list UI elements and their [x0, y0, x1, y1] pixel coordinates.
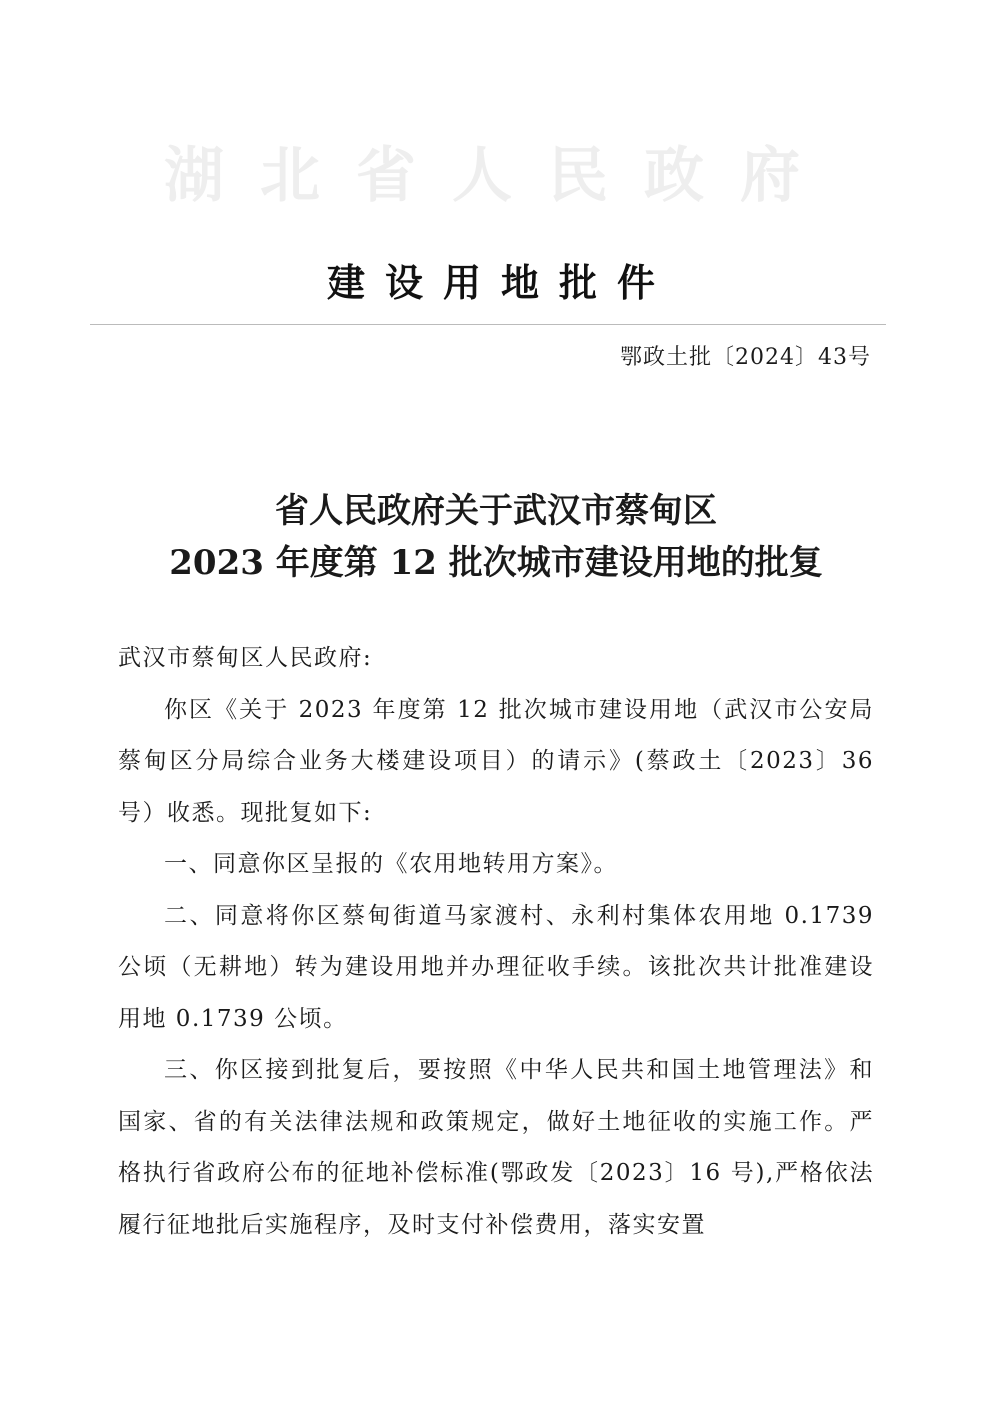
- paragraph-request-receipt: 你区《关于 2023 年度第 12 批次城市建设用地（武汉市公安局蔡甸区分局综合业务大楼建设项目）的请示》(蔡政土〔2023〕36 号）收悉。现批复如下:: [118, 696, 874, 826]
- paragraph-item-3: 三、你区接到批复后，要按照《中华人民共和国土地管理法》和国家、省的有关法律法规和政策规定，做好土地征收的实施工作。严格执行省政府公布的征地补偿标准(鄂政发〔2023〕16 号),严格依法履行征地批后实施程序，及时支付补偿费用，落实安置: [118, 1057, 874, 1238]
- paragraph-item-2: 二、同意将你区蔡甸街道马家渡村、永利村集体农用地 0.1739 公顷（无耕地）转为建设用地并办理征收手续。该批次共计批准建设用地 0.1739 公顷。: [118, 902, 874, 1032]
- document-body: [118, 633, 874, 1251]
- issuing-authority-header: 湖北省人民政府: [164, 141, 836, 211]
- paragraph-item-1: 一、同意你区呈报的《农用地转用方案》。: [164, 851, 618, 877]
- addressee: 武汉市蔡甸区人民政府:: [118, 645, 373, 671]
- document-title-line-2: 2023 年度第 12 批次城市建设用地的批复: [169, 543, 823, 583]
- document-number: 鄂政土批〔2024〕43号: [620, 345, 871, 370]
- document-title-line-1: 省人民政府关于武汉市蔡甸区: [275, 491, 717, 531]
- header-divider: [90, 324, 886, 325]
- document-type-heading: 建设用地批件: [326, 261, 675, 305]
